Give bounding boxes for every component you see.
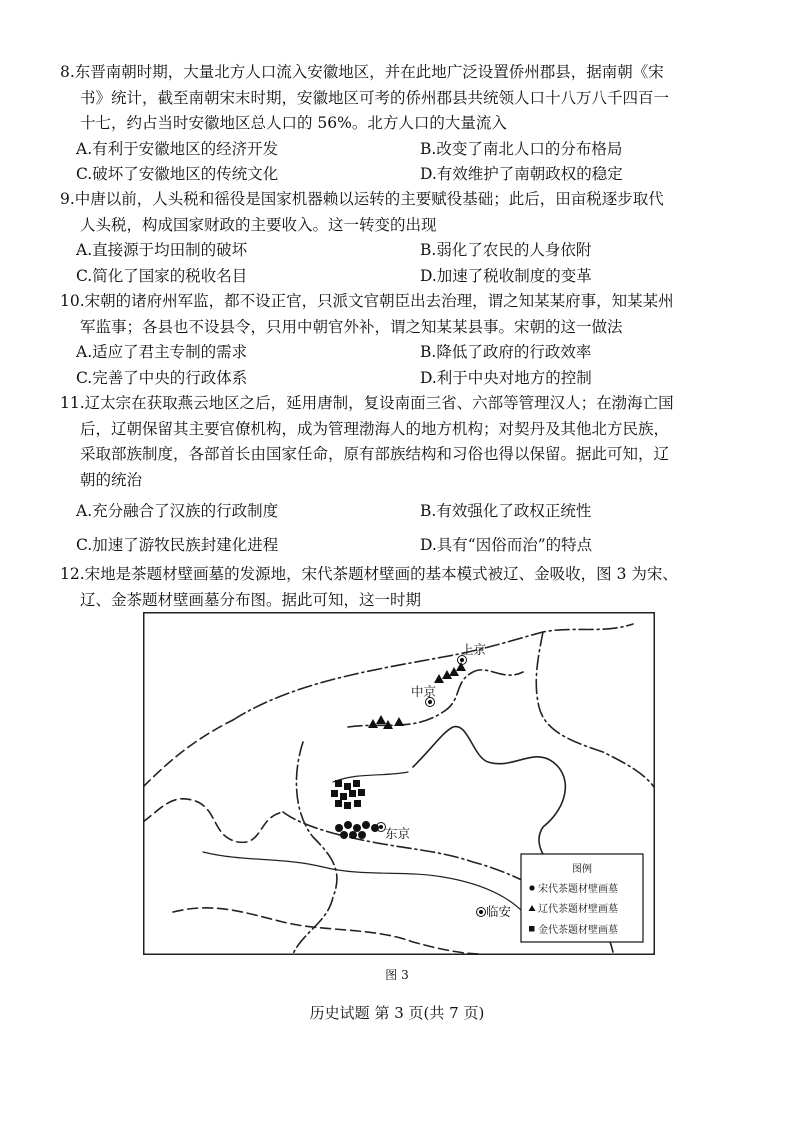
option-a[interactable]: A.适应了君主专制的需求 (76, 343, 248, 361)
option-b[interactable]: B.有效强化了政权正统性 (420, 502, 592, 520)
question-number: 10. (60, 292, 85, 310)
legend-jin-label: 金代茶题材壁画墓 (538, 925, 618, 936)
song-tomb-marker (349, 831, 357, 839)
question-11 (60, 391, 740, 558)
stem-line: 辽、金茶题材壁画墓分布图。据此可知，这一时期 (80, 590, 422, 609)
stem-line: 中唐以前，人头税和徭役是国家机器赖以运转的主要赋役基础；此后，田亩税逐步取代 (74, 190, 664, 208)
jin-tomb-marker (358, 789, 365, 796)
option-a[interactable]: A.充分融合了汉族的行政制度 (76, 502, 279, 520)
jin-tomb-marker (331, 790, 338, 797)
map-legend (521, 854, 643, 942)
stem-line: 朝的统治 (80, 470, 143, 489)
question-8 (60, 60, 740, 188)
jin-tomb-marker (353, 780, 360, 787)
song-tomb-marker (353, 824, 361, 832)
legend-song-label: 宋代茶题材壁画墓 (538, 884, 618, 895)
song-tomb-marker (340, 831, 348, 839)
stem-line: 人头税，构成国家财政的主要收入。这一转变的出现 (80, 215, 437, 234)
legend-title: 图例 (572, 864, 592, 875)
legend-song-symbol (529, 885, 534, 890)
option-c[interactable]: C.破坏了安徽地区的传统文化 (76, 165, 279, 183)
stem-line: 辽太宗在获取燕云地区之后，延用唐制，复设南面三省、六部等管理汉人；在渤海亡国 (84, 394, 674, 412)
jin-tomb-marker (335, 780, 342, 787)
legend-jin-symbol (529, 926, 535, 932)
city-label-linan: 临安 (486, 905, 512, 919)
question-number: 11. (60, 394, 85, 412)
option-c[interactable]: C.加速了游牧民族封建化进程 (76, 535, 279, 554)
song-tomb-marker (362, 821, 370, 829)
legend-liao-label: 辽代茶题材壁画墓 (538, 904, 618, 915)
option-a[interactable]: A.直接源于均田制的破坏 (76, 241, 248, 259)
stem-line: 宋朝的诸府州军监，都不设正官，只派文官朝臣出去治理，谓之知某某府事，知某某州 (84, 292, 674, 310)
song-tomb-marker (358, 831, 366, 839)
jin-tomb-marker (344, 783, 351, 790)
jin-tomb-marker (354, 800, 361, 807)
tomb-distribution-map (143, 612, 655, 955)
option-b[interactable]: B.降低了政府的行政效率 (420, 343, 592, 361)
jin-tomb-marker (335, 800, 342, 807)
jin-tomb-marker (340, 793, 347, 800)
stem-line: 宋地是茶题材壁画墓的发源地，宋代茶题材壁画的基本模式被辽、金吸收，图 3 为宋、 (84, 565, 678, 583)
stem-line: 后，辽朝保留其主要官僚机构，成为管理渤海人的地方机构；对契丹及其他北方民族， (80, 419, 670, 438)
song-tomb-marker (335, 824, 343, 832)
option-a[interactable]: A.有利于安徽地区的经济开发 (76, 139, 279, 158)
question-number: 9. (60, 190, 75, 208)
option-d[interactable]: D.具有“因俗而治”的特点 (420, 535, 593, 554)
option-c[interactable]: C.简化了国家的税收名目 (76, 266, 248, 285)
jin-tomb-marker (349, 790, 356, 797)
question-10 (60, 289, 740, 391)
city-label-shangjing: 上京 (461, 643, 487, 657)
question-number: 8. (60, 63, 75, 81)
stem-line: 书》统计，截至南朝宋末时期，安徽地区可考的侨州郡县共统领人口十八万八千四百一 (80, 88, 670, 107)
stem-line: 采取部族制度，各部首长由国家任命，原有部族结构和习俗也得以保留。据此可知，辽 (80, 445, 670, 463)
option-c[interactable]: C.完善了中央的行政体系 (76, 368, 248, 387)
stem-line: 十七，约占当时安徽地区总人口的 56%。北方人口的大量流入 (80, 114, 507, 132)
jin-tomb-marker (344, 802, 351, 809)
question-9 (60, 187, 740, 289)
city-label-zhongjing: 中京 (411, 685, 437, 699)
option-d[interactable]: D.加速了税收制度的变革 (420, 266, 592, 285)
figure-caption: 图 3 (385, 968, 409, 982)
page-footer: 历史试题 第 3 页(共 7 页) (309, 1004, 485, 1022)
option-b[interactable]: B.弱化了农民的人身依附 (420, 241, 592, 259)
question-12 (60, 562, 740, 613)
option-b[interactable]: B.改变了南北人口的分布格局 (420, 139, 623, 158)
song-tomb-marker (344, 821, 352, 829)
stem-line: 军监事；各县也不设县令，只用中朝官外补，谓之知某某县事。宋朝的这一做法 (80, 317, 623, 336)
stem-line: 东晋南朝时期，大量北方人口流入安徽地区，并在此地广泛设置侨州郡县，据南朝《宋 (74, 63, 664, 81)
city-label-dongjing: 东京 (385, 827, 411, 841)
option-d[interactable]: D.利于中央对地方的控制 (420, 368, 592, 387)
question-number: 12. (60, 565, 85, 583)
option-d[interactable]: D.有效维护了南朝政权的稳定 (420, 165, 623, 183)
